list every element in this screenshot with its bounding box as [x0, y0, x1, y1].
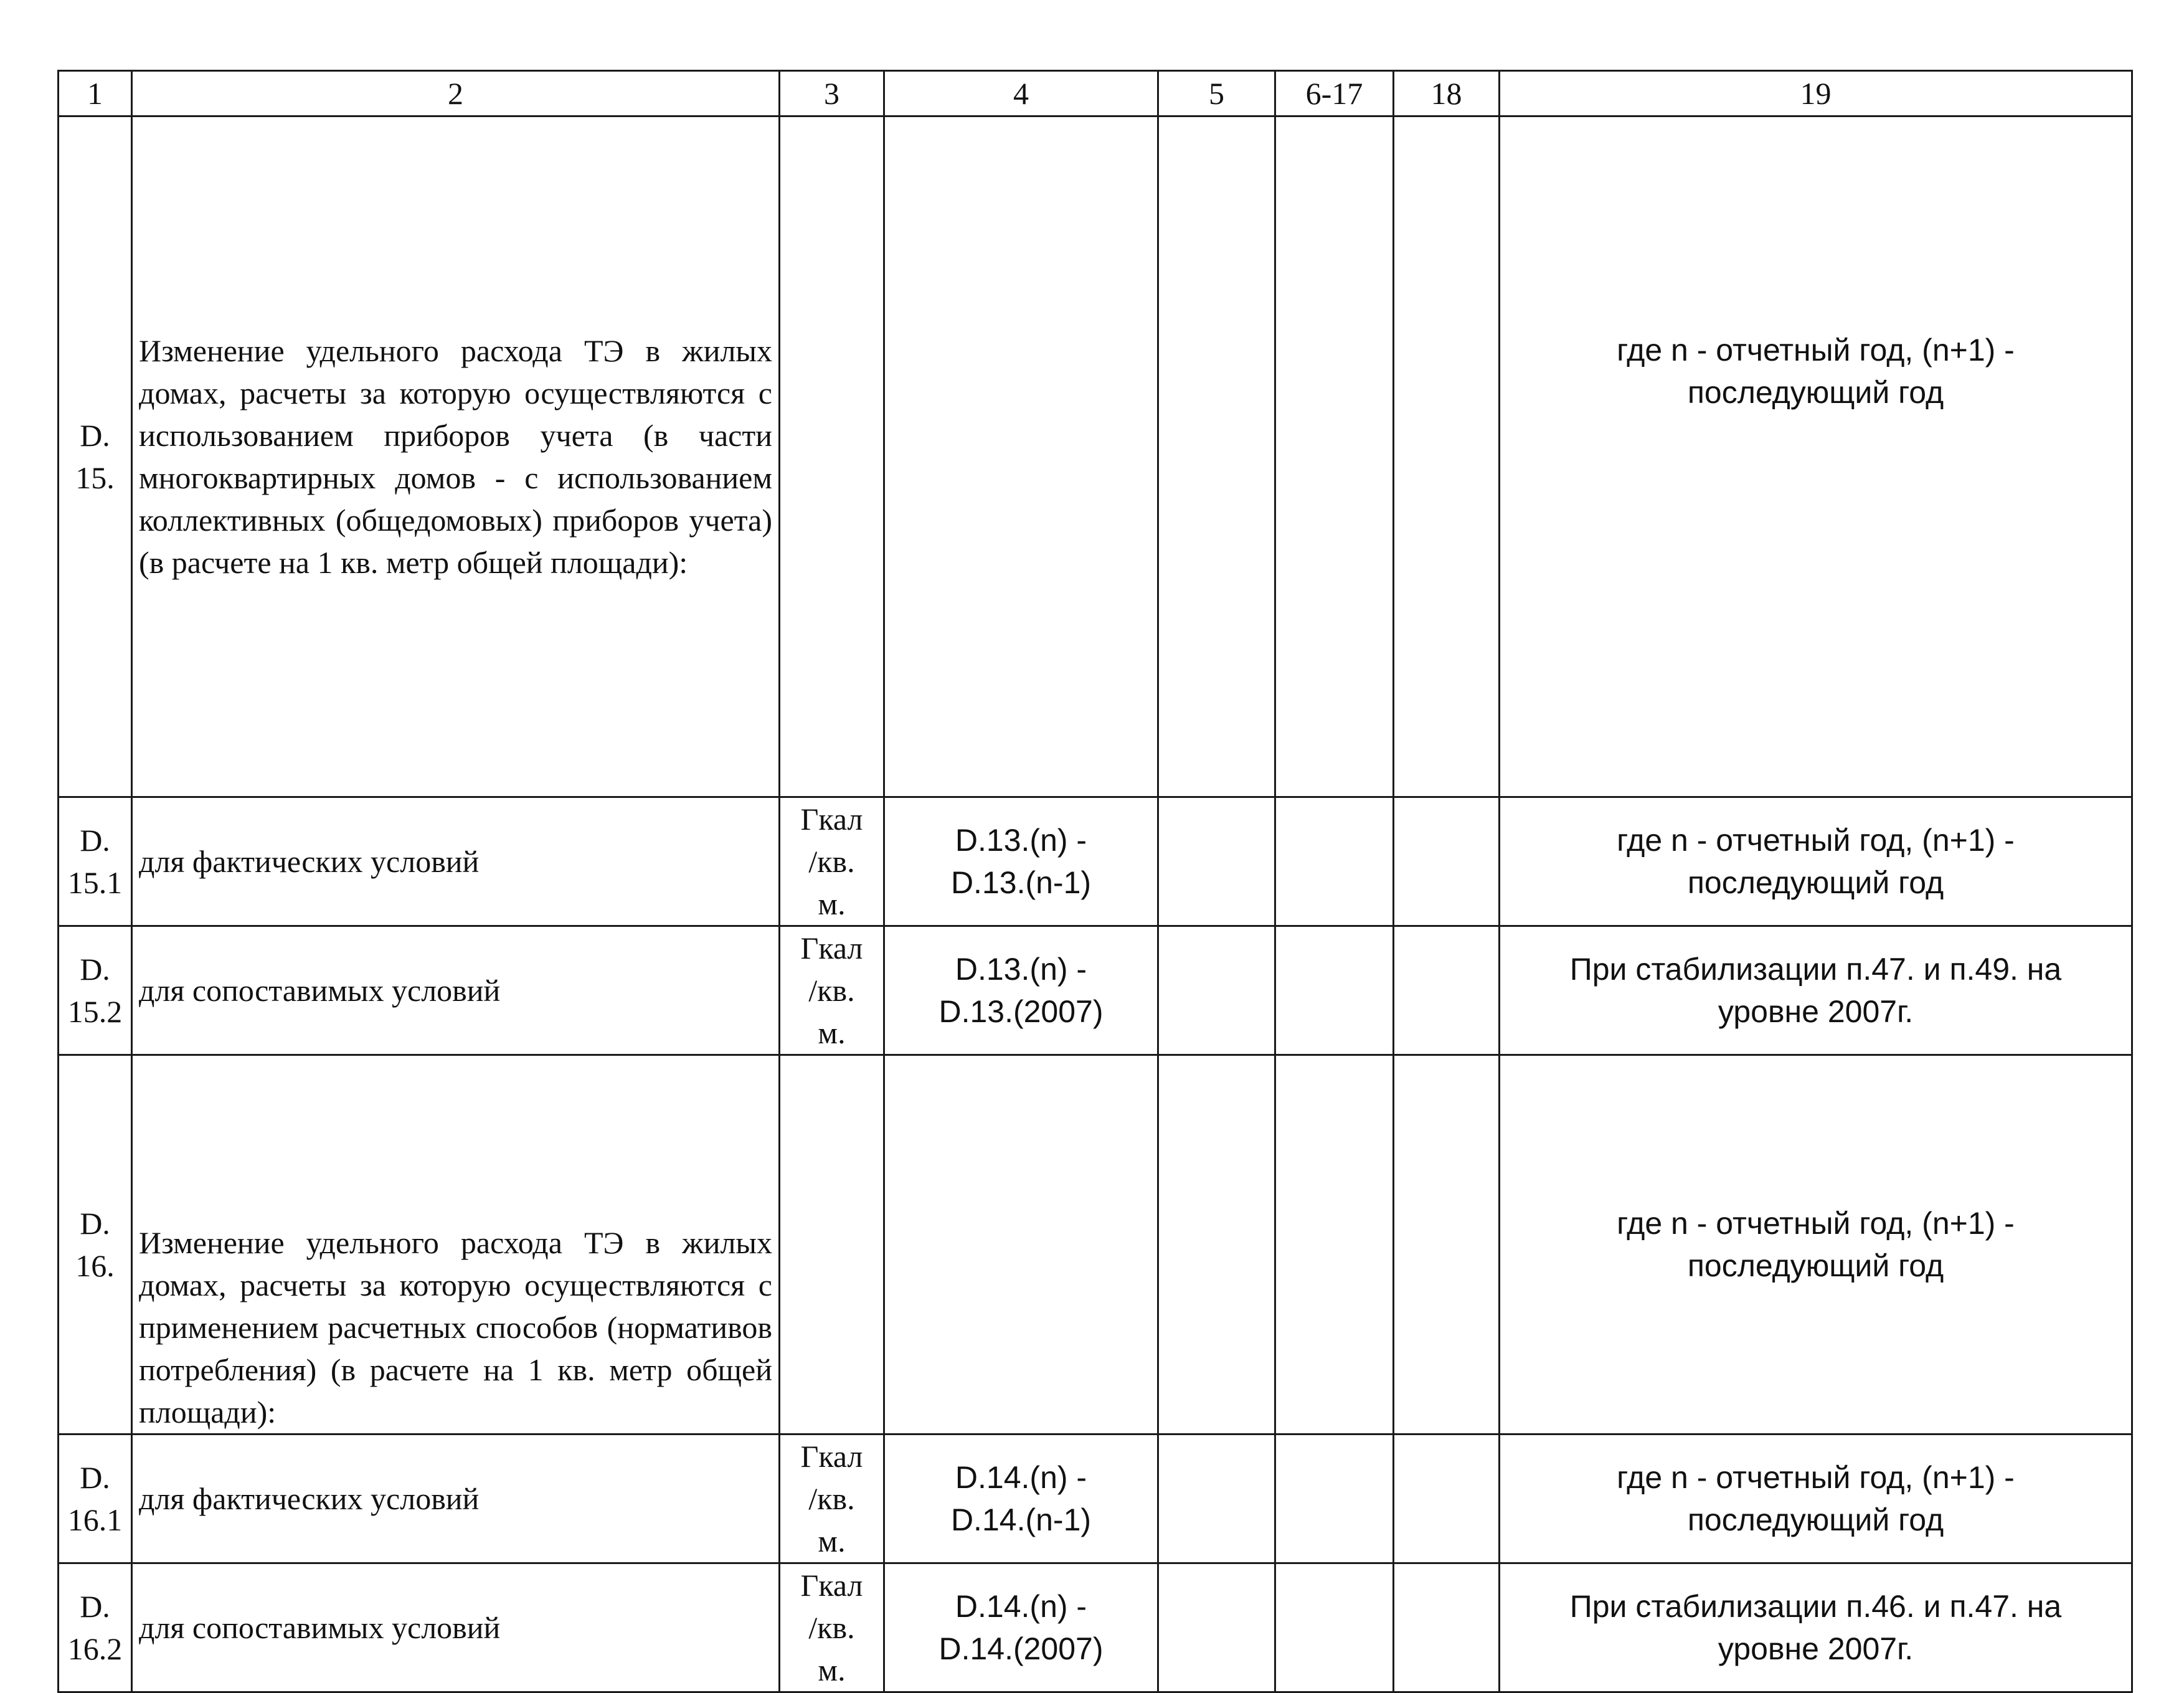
row-description: для сопоставимых условий — [132, 1563, 780, 1692]
header-cell: 6-17 — [1275, 71, 1394, 116]
note-cell: При стабилизации п.47. и п.49. на уровне 2007г. — [1500, 926, 2132, 1055]
empty-cell — [1394, 797, 1500, 926]
row-number: D. 16. — [59, 1055, 132, 1435]
table-row — [59, 1563, 2132, 1692]
header-cell: 1 — [59, 71, 132, 116]
empty-cell — [1275, 1435, 1394, 1563]
unit-cell: Гкал /кв. м. — [780, 1563, 884, 1692]
formula-cell — [884, 116, 1158, 797]
empty-cell — [1158, 1563, 1275, 1692]
row-number: D. 15. — [59, 116, 132, 797]
empty-cell — [1275, 797, 1394, 926]
unit-cell — [780, 116, 884, 797]
empty-cell — [1394, 1435, 1500, 1563]
row-number: D. 16.1 — [59, 1435, 132, 1563]
row-description: для фактических условий — [132, 797, 780, 926]
table-row — [59, 926, 2132, 1055]
empty-cell — [1158, 926, 1275, 1055]
row-number: D. 15.1 — [59, 797, 132, 926]
empty-cell — [1275, 1563, 1394, 1692]
empty-cell — [1394, 926, 1500, 1055]
formula-cell — [884, 1055, 1158, 1435]
unit-cell — [780, 1055, 884, 1435]
row-description: Изменение удельного расхода ТЭ в жилых домах, расчеты за которую осуществляются с использованием приборов учета (в части многоквартирных домов - с использованием коллективных (общедомовых) приборов учета) (в расчете на 1 кв. метр общей площади): — [132, 116, 780, 797]
header-cell: 3 — [780, 71, 884, 116]
empty-cell — [1394, 1563, 1500, 1692]
row-number: D. 16.2 — [59, 1563, 132, 1692]
unit-cell: Гкал /кв. м. — [780, 926, 884, 1055]
unit-cell: Гкал /кв. м. — [780, 1435, 884, 1563]
empty-cell — [1158, 797, 1275, 926]
header-cell: 5 — [1158, 71, 1275, 116]
header-cell: 2 — [132, 71, 780, 116]
note-cell: где n - отчетный год, (n+1) - последующий год — [1500, 1055, 2132, 1435]
note-cell: где n - отчетный год, (n+1) - последующий год — [1500, 797, 2132, 926]
formula-cell: D.14.(n) - D.14.(2007) — [884, 1563, 1158, 1692]
column-number-row — [59, 71, 2132, 116]
header-cell: 4 — [884, 71, 1158, 116]
table-row — [59, 797, 2132, 926]
empty-cell — [1158, 1435, 1275, 1563]
empty-cell — [1158, 116, 1275, 797]
empty-cell — [1158, 1055, 1275, 1435]
row-description: для фактических условий — [132, 1435, 780, 1563]
formula-cell: D.14.(n) - D.14.(n-1) — [884, 1435, 1158, 1563]
empty-cell — [1394, 116, 1500, 797]
empty-cell — [1275, 1055, 1394, 1435]
indicator-table — [57, 70, 2133, 1693]
header-cell: 18 — [1394, 71, 1500, 116]
empty-cell — [1275, 926, 1394, 1055]
row-number: D. 15.2 — [59, 926, 132, 1055]
unit-cell: Гкал /кв. м. — [780, 797, 884, 926]
table-row — [59, 1055, 2132, 1435]
table-row — [59, 116, 2132, 797]
row-description: Изменение удельного расхода ТЭ в жилых домах, расчеты за которую осуществляются с применением расчетных способов (нормативов потребления) (в расчете на 1 кв. метр общей площади): — [132, 1055, 780, 1435]
note-cell: где n - отчетный год, (n+1) - последующий год — [1500, 116, 2132, 797]
row-description: для сопоставимых условий — [132, 926, 780, 1055]
empty-cell — [1394, 1055, 1500, 1435]
formula-cell: D.13.(n) - D.13.(2007) — [884, 926, 1158, 1055]
note-cell: где n - отчетный год, (n+1) - последующий год — [1500, 1435, 2132, 1563]
header-cell: 19 — [1500, 71, 2132, 116]
note-cell: При стабилизации п.46. и п.47. на уровне 2007г. — [1500, 1563, 2132, 1692]
table-row — [59, 1435, 2132, 1563]
empty-cell — [1275, 116, 1394, 797]
formula-cell: D.13.(n) - D.13.(n-1) — [884, 797, 1158, 926]
